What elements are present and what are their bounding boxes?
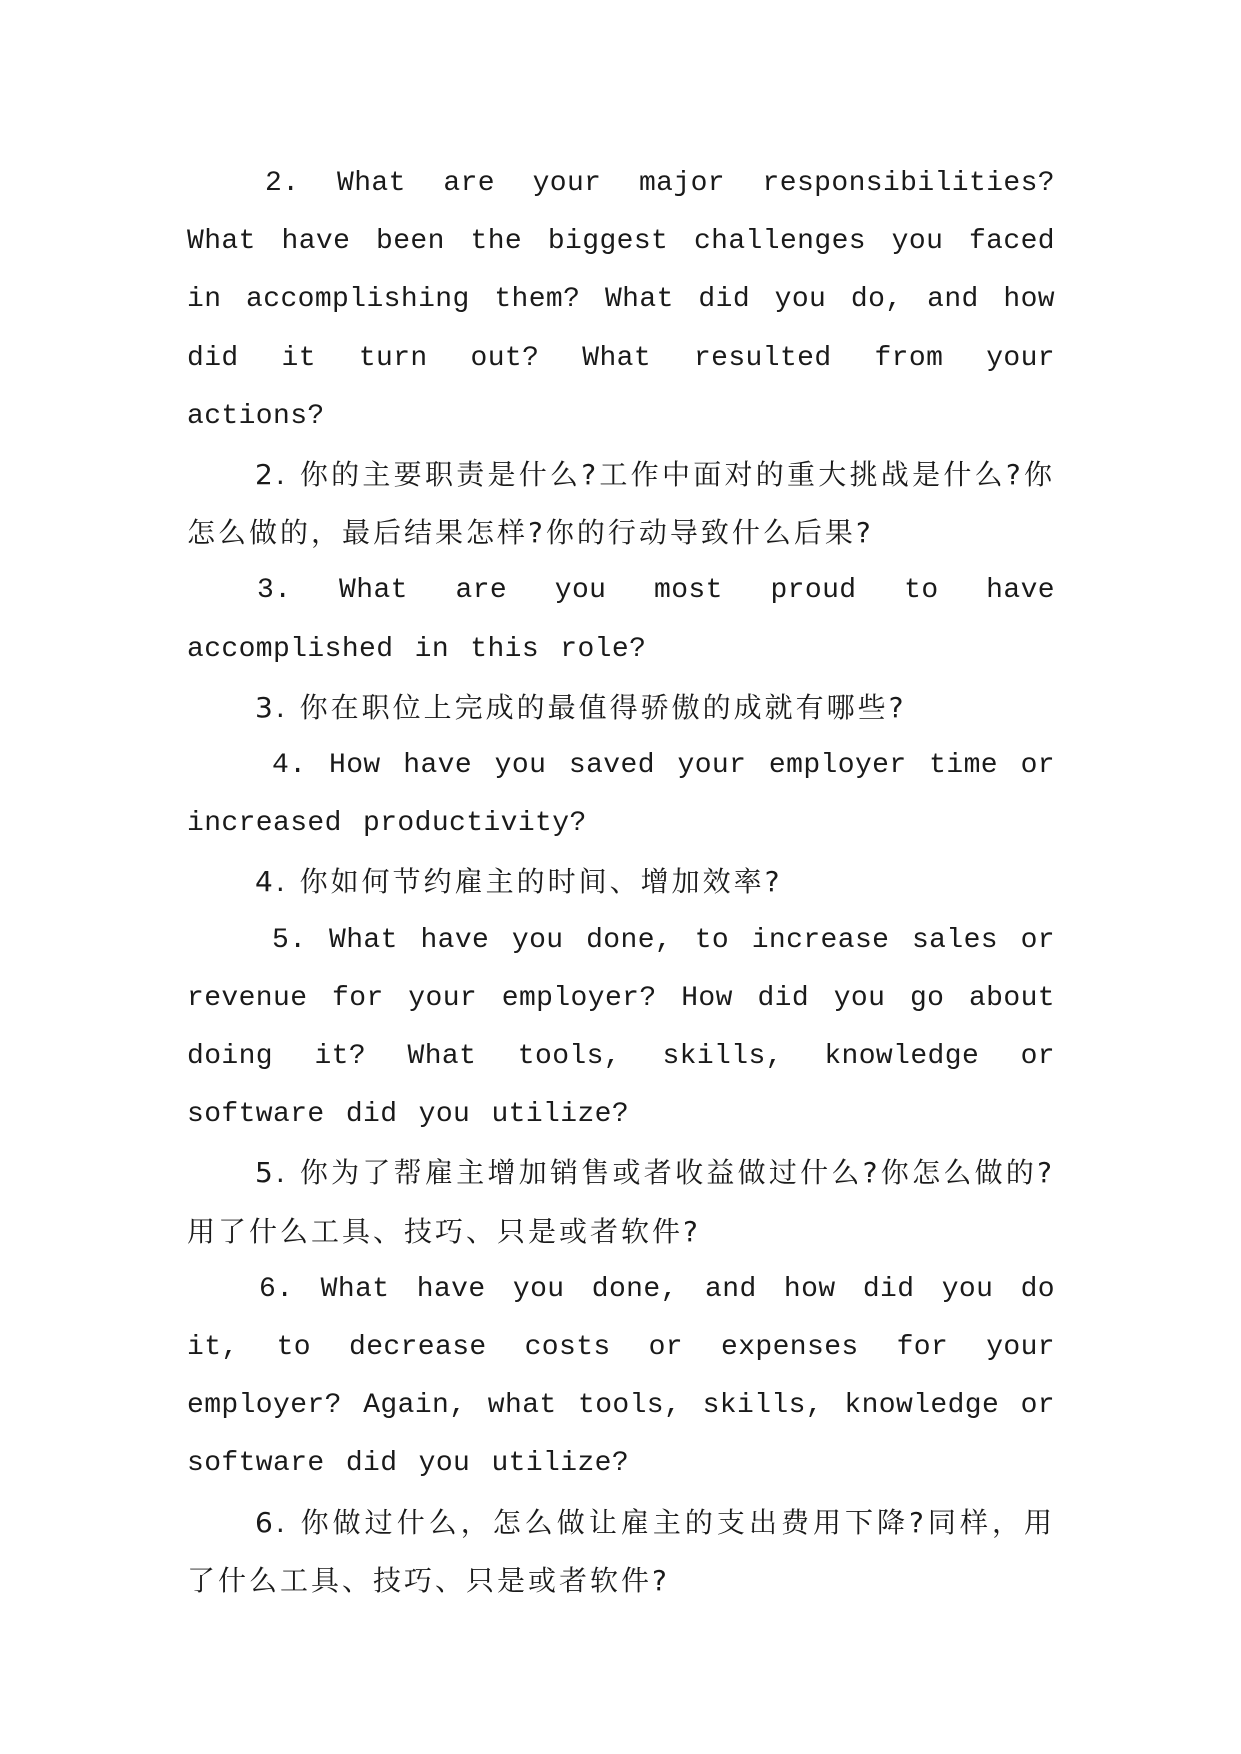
question-3-zh: 3. 你在职位上完成的最值得骄傲的成就有哪些? — [255, 690, 907, 724]
question-6-en: 6. What have you done, and how did you do it, to decrease costs or expenses for your employer? Again, what tools, skills, knowledge or software did you utilize? — [187, 1273, 1055, 1480]
question-5-en: 5. What have you done, to increase sales or revenue for your employer? How did you go about doing it? What tools, skills, knowledge or software did you utilize? — [187, 924, 1055, 1131]
question-5-zh: 5. 你为了帮雇主增加销售或者收益做过什么?你怎么做的?用了什么工具、技巧、只是或者软件? — [187, 1156, 1055, 1248]
question-3-en: 3. What are you most proud to have accomplished in this role? — [187, 575, 1055, 665]
question-6-zh: 6. 你做过什么，怎么做让雇主的支出费用下降?同样，用了什么工具、技巧、只是或者软件? — [187, 1505, 1055, 1597]
question-2-zh: 2. 你的主要职责是什么?工作中面对的重大挑战是什么?你怎么做的，最后结果怎样?你的行动导致什么后果? — [187, 458, 1055, 550]
question-4-zh: 4. 你如何节约雇主的时间、增加效率? — [255, 865, 783, 899]
question-4-en: 4. How have you saved your employer time or increased productivity? — [187, 750, 1055, 840]
question-2-en: 2. What are your major responsibilities? What have been the biggest challenges you faced in accomplishing them? What did you do, and how did it turn out? What resulted from your actions? — [187, 168, 1055, 432]
document-body — [187, 155, 1055, 1610]
